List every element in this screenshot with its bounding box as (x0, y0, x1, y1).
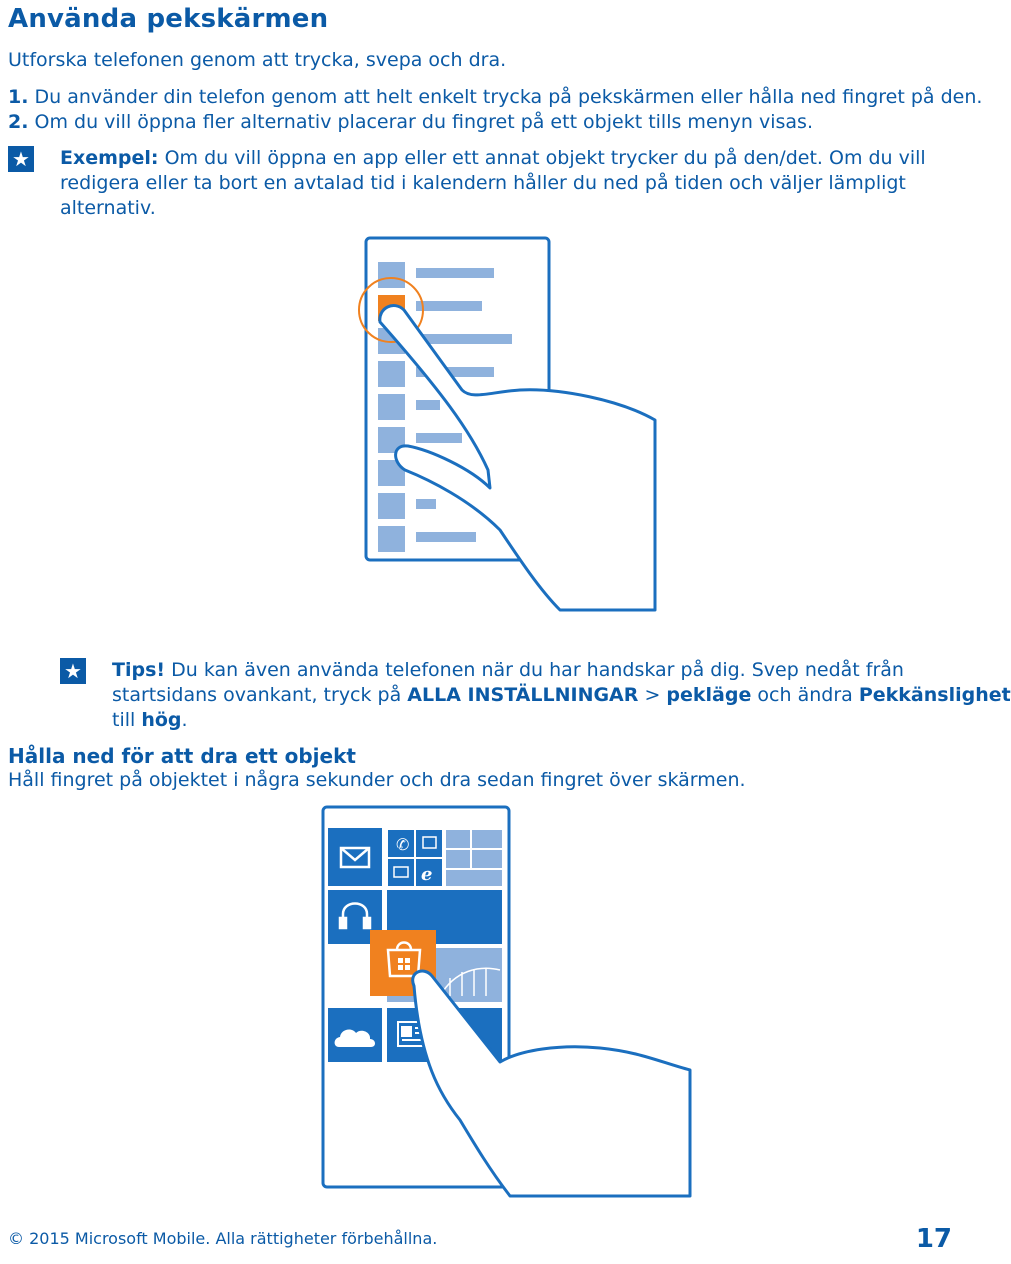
tip-star-icon: ★ (60, 658, 86, 684)
tip-line-3 (112, 708, 188, 732)
section-heading: Hålla ned för att dra ett objekt (8, 744, 356, 768)
mail2-tile (388, 859, 414, 886)
footer-copyright: © 2015 Microsoft Mobile. Alla rättigheter förbehållna. (8, 1229, 438, 1248)
tip-line-1 (112, 658, 904, 682)
step-2-number: 2. (8, 111, 29, 133)
tap-illustration (0, 230, 960, 630)
example-line-3: alternativ. (60, 197, 156, 219)
light-tiles (446, 830, 502, 886)
setting-high: hög (141, 709, 182, 731)
tip-line-2 (112, 683, 1011, 707)
tip-text-2a: startsidans ovankant, tryck på (112, 684, 402, 706)
step-1-number: 1. (8, 86, 29, 108)
step-2 (8, 110, 813, 134)
ie-icon: e (421, 864, 433, 885)
setting-touch: pekläge (666, 684, 752, 706)
tip-text-1: Du kan även använda telefonen när du har handskar på dig. Svep nedåt från (171, 659, 904, 681)
tip-separator: > (644, 684, 661, 706)
setting-sensitivity: Pekkänslighet (858, 684, 1011, 706)
phone-icon: ✆ (396, 835, 410, 854)
page-number: 17 (915, 1224, 952, 1254)
tip-text-2b: och ändra (757, 684, 853, 706)
drag-illustration (0, 800, 960, 1200)
example-line-2: redigera eller ta bort en avtalad tid i kalendern håller du ned på tiden och väljer lämpligt (60, 172, 906, 194)
tip-text-3b: . (181, 709, 188, 731)
step-2-text: Om du vill öppna fler alternativ placerar du fingret på ett objekt tills menyn visas. (34, 111, 813, 133)
tip-text-3a: till (112, 709, 136, 731)
section-text: Håll fingret på objektet i några sekunder och dra sedan fingret över skärmen. (8, 769, 746, 791)
mail-tile (328, 828, 382, 886)
step-1-text: Du använder din telefon genom att helt enkelt trycka på pekskärmen eller hålla ned fingret på den. (34, 86, 983, 108)
tip-label: Tips! (112, 659, 166, 681)
example-label: Exempel: (60, 147, 159, 169)
star-icon: ★ (8, 146, 34, 172)
example-line-1 (60, 146, 926, 170)
page-title: Använda pekskärmen (8, 4, 329, 34)
example-text-1: Om du vill öppna en app eller ett annat objekt trycker du på den/det. Om du vill (164, 147, 926, 169)
message-tile (416, 830, 442, 857)
setting-all-settings: ALLA INSTÄLLNINGAR (407, 684, 639, 706)
intro-text: Utforska telefonen genom att trycka, svepa och dra. (8, 49, 507, 71)
step-1 (8, 85, 982, 109)
